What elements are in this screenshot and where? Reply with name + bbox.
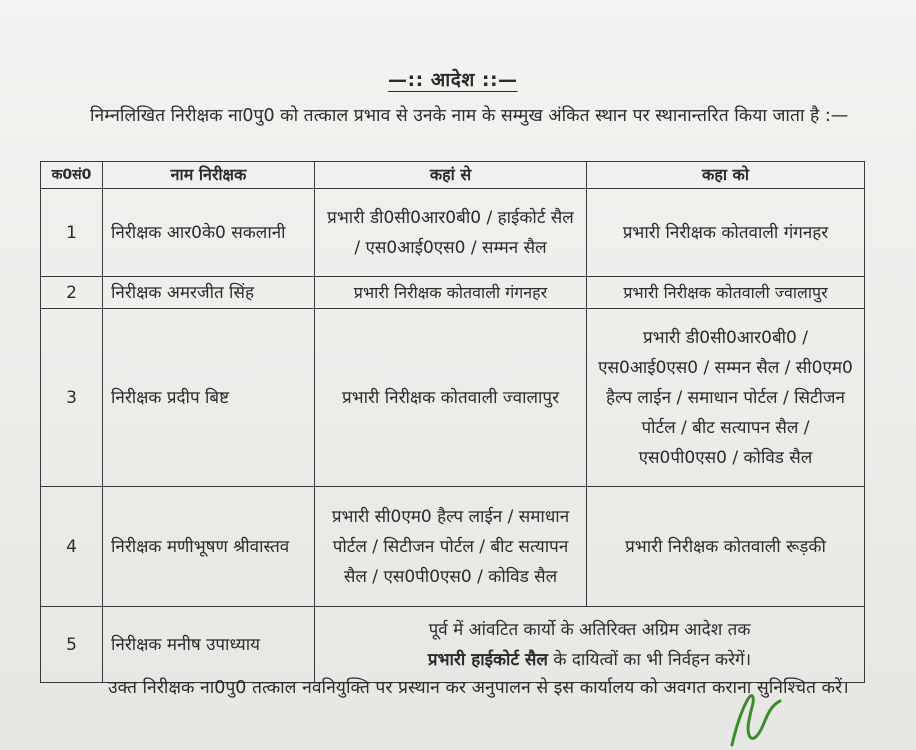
row-name: निरीक्षक आर0के0 सकलानी — [103, 189, 315, 277]
table-row — [41, 487, 865, 607]
remark-line-2: के दायित्वों का भी निर्वहन करेगें। — [547, 649, 752, 670]
row-from: प्रभारी डी0सी0आर0बी0 / हाईकोर्ट सैल / एस0आई0एस0 / सम्मन सैल — [315, 189, 587, 277]
row-name: निरीक्षक मणीभूषण श्रीवास्तव — [103, 487, 315, 607]
order-heading: —:: आदेश ::— — [388, 69, 518, 91]
header-serial: क0सं0 — [41, 162, 103, 189]
row-to: प्रभारी डी0सी0आर0बी0 / एस0आई0एस0 / सम्मन सैल / सी0एम0 हैल्प लाईन / समाधान पोर्टल / सिटीजन पोर्टल / बीट सत्यापन सैल / एस0पी0एस0 / कोविड सैल — [587, 309, 865, 487]
transfer-table — [40, 161, 865, 683]
header-from: कहां से — [315, 162, 587, 189]
row-to: प्रभारी निरीक्षक कोतवाली ज्वालापुर — [587, 277, 865, 309]
header-name: नाम निरीक्षक — [103, 162, 315, 189]
remark-bold-post: प्रभारी हाईकोर्ट सैल — [427, 649, 548, 670]
row-serial: 1 — [41, 189, 103, 277]
table-row — [41, 277, 865, 309]
row-name: निरीक्षक प्रदीप बिष्ट — [103, 309, 315, 487]
table-header-row — [41, 162, 865, 189]
row-name: निरीक्षक अमरजीत सिंह — [103, 277, 315, 309]
header-to: कहा को — [587, 162, 865, 189]
table-row — [41, 309, 865, 487]
row-name: निरीक्षक मनीष उपाध्याय — [103, 607, 315, 683]
table-row — [41, 189, 865, 277]
closing-paragraph: उक्त निरीक्षक ना0पु0 तत्काल नवनियुक्ति पर प्रस्थान कर अनुपालन से इस कार्यालय को अवगत कराना सुनिश्चित करें। — [108, 678, 849, 698]
signature-mark — [722, 675, 792, 750]
row-to: प्रभारी निरीक्षक कोतवाली गंगनहर — [587, 189, 865, 277]
row-from: प्रभारी सी0एम0 हैल्प लाईन / समाधान पोर्टल / सिटीजन पोर्टल / बीट सत्यापन सैल / एस0पी0एस0 / कोविड सैल — [315, 487, 587, 607]
remark-line-1: पूर्व में आंवटित कार्यो के अतिरिक्त अग्रिम आदेश तक — [428, 619, 751, 640]
row-serial: 4 — [41, 487, 103, 607]
row-from: प्रभारी निरीक्षक कोतवाली गंगनहर — [315, 277, 587, 309]
intro-paragraph: निम्नलिखित निरीक्षक ना0पु0 को तत्काल प्रभाव से उनके नाम के सम्मुख अंकित स्थान पर स्थानान्तरित किया जाता है :— — [90, 106, 849, 126]
row-serial: 2 — [41, 277, 103, 309]
row-serial: 5 — [41, 607, 103, 683]
row-serial: 3 — [41, 309, 103, 487]
row-from: प्रभारी निरीक्षक कोतवाली ज्वालापुर — [315, 309, 587, 487]
row-to: प्रभारी निरीक्षक कोतवाली रूड़की — [587, 487, 865, 607]
